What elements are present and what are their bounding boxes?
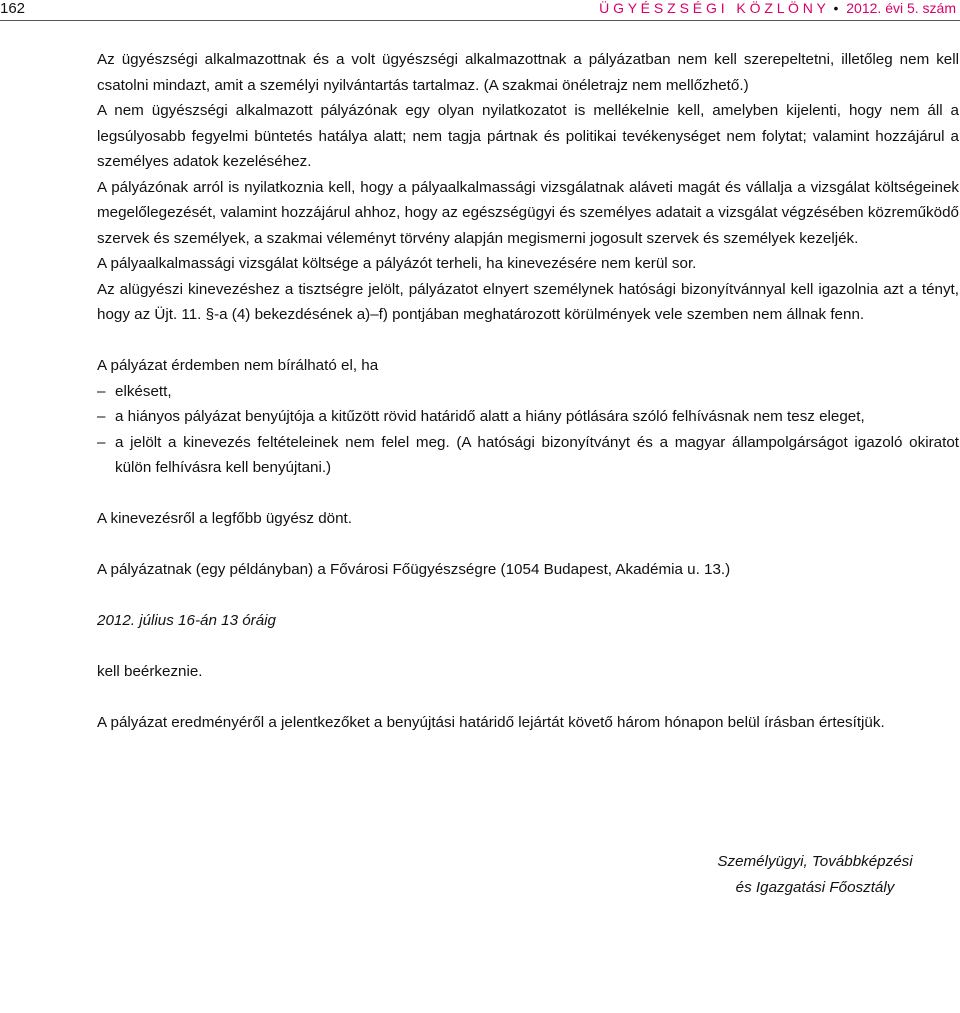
dash-marker: –	[97, 408, 106, 425]
signature-line-2: és Igazgatási Főosztály	[735, 879, 895, 896]
rejection-list	[97, 379, 959, 481]
dash-marker: –	[97, 382, 106, 400]
document-body	[97, 47, 959, 736]
journal-title	[599, 0, 956, 16]
signature-line-1: Személyügyi, Továbbképzési	[717, 853, 913, 870]
journal-name: Ü G Y É S Z S É G I K Ö Z L Ö N Y	[599, 0, 826, 16]
bullet-separator: •	[833, 0, 839, 16]
list-item: – a jelölt a kinevezés feltételeinek nem felel meg. (A hatósági bizonyítványt és a magyar állampolgárságot igazoló okiratot külön felhívásra kell benyújtani.)	[97, 430, 959, 481]
deadline-date: 2012. július 16-án 13 óráig	[97, 612, 277, 629]
paragraph-aptitude-test: A pályázónak arról is nyilatkoznia kell, hogy a pályaalkalmassági vizsgálatnak aláveti magát és vállalja a vizsgálat költségeinek megelőlegezését, valamint hozzájárul ahhoz, hogy az egészségügyi és személyes adatait a vizsgálat végzésében közreműködő szervek és személyek, a szakmai véleményt törvény alapján megismerni jogosult szervek és személyek kezeljék.	[97, 178, 959, 247]
page-header	[0, 0, 960, 20]
issue-label: 2012. évi 5. szám	[846, 0, 956, 16]
paragraph-test-cost: A pályaalkalmassági vizsgálat költsége a pályázót terheli, ha kinevezésére nem kerül sor.	[97, 255, 697, 272]
paragraph-rejection-intro: A pályázat érdemben nem bírálható el, ha	[97, 357, 379, 374]
paragraph-certificate: Az alügyészi kinevezéshez a tisztségre jelölt, pályázatot elnyert személynek hatósági bizonyítvánnyal kell igazolnia azt a tényt, hogy az Üjt. 11. §-a (4) bekezdésének a)–f) pontjában meghatározott körülmények vele szemben nem állnak fenn.	[97, 280, 959, 323]
page-number: 162	[0, 0, 26, 17]
paragraph-notification: A pályázat eredményéről a jelentkezőket a benyújtási határidő lejártát követő három hónapon belül írásban értesítjük.	[97, 714, 885, 731]
list-item: – a hiányos pályázat benyújtója a kitűzött rövid határidő alatt a hiány pótlására szóló felhívásnak nem tesz eleget,	[97, 404, 959, 430]
paragraph-personal-records: Az ügyészségi alkalmazottnak és a volt ügyészségi alkalmazottnak a pályázatban nem kell szerepeltetni, illetőleg nem kell csatolni mindazt, amit a személyi nyilvántartás tartalmaz. (A szakmai önéletrajz nem mellőzhető.)	[97, 51, 959, 94]
paragraph-decision: A kinevezésről a legfőbb ügyész dönt.	[97, 510, 352, 527]
header-divider	[0, 20, 960, 21]
paragraph-submission-address: A pályázatnak (egy példányban) a Fővárosi Főügyészségre (1054 Budapest, Akadémia u. 13.)	[97, 561, 731, 578]
paragraph-arrival: kell beérkeznie.	[97, 663, 203, 680]
dash-marker: –	[97, 433, 106, 451]
signature-block	[700, 849, 930, 901]
paragraph-declaration: A nem ügyészségi alkalmazott pályázónak egy olyan nyilatkozatot is mellékelnie kell, amelyben kijelenti, hogy nem áll a legsúlyosabb fegyelmi büntetés hatálya alatt; nem tagja pártnak és politikai tevékenységet nem folytat; valamint hozzájárul a személyes adatok kezeléséhez.	[97, 102, 959, 170]
list-item: – elkésett,	[97, 379, 959, 405]
